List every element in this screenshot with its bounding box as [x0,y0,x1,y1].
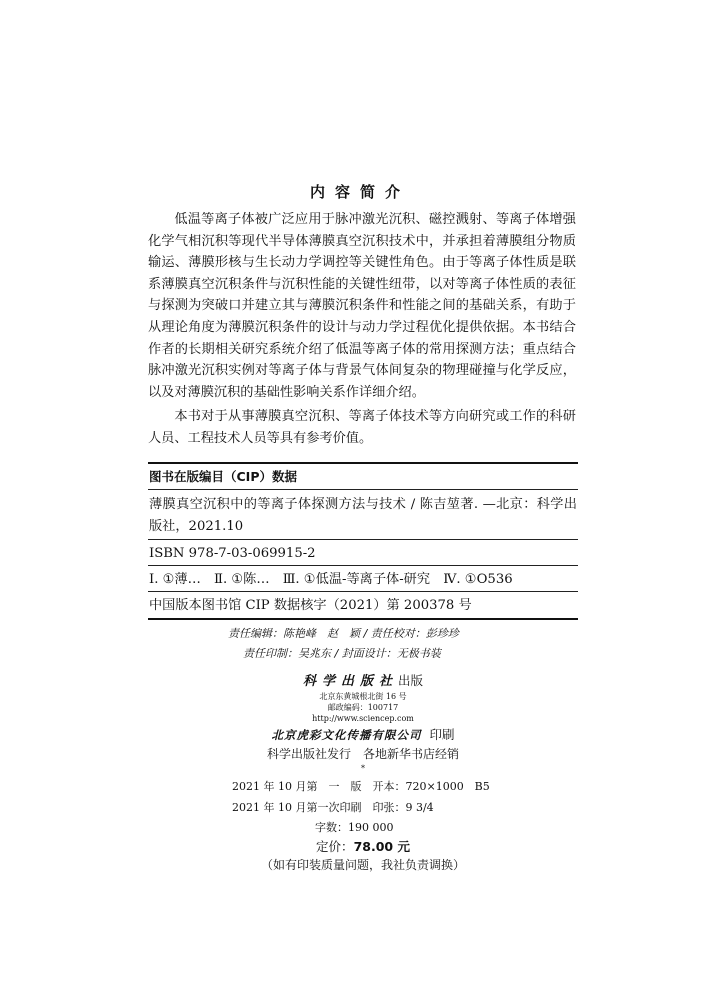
cip-classification-rule [148,591,578,592]
separator-mark: * [361,764,365,773]
summary-paragraph-2: 本书对于从事薄膜真空沉积、等离子体技术等方向研究或工作的科研人员、工程技术人员等具有参考价值。 [148,409,576,446]
summary-title: 内容简介 [309,183,410,201]
credits-editors: 责任编辑：陈艳峰 赵 颖 / 责任校对：彭珍珍 [228,627,459,640]
cip-isbn: ISBN 978-7-03-069915-2 [149,546,316,561]
publisher-name: 科学出版社 [302,674,398,689]
edition-word-count: 字数：190 000 [315,821,394,834]
price-label: 定价： [316,839,354,854]
cip-header: 图书在版编目（CIP）数据 [149,469,297,484]
printer-name: 北京虎彩文化传播有限公司 [271,728,422,742]
edition-line-1: 2021 年 10 月第 一 版 开本：720×1000 B5 [232,780,490,793]
edition-line-2: 2021 年 10 月第一次印刷 印张：9 3/4 [232,801,434,814]
distribution-line: 科学出版社发行 各地新华书店经销 [266,747,459,761]
quality-note: （如有印装质量问题，我社负责调换） [260,858,465,872]
publisher-url: http://www.sciencep.com [312,714,414,723]
summary-paragraph-1: 低温等离子体被广泛应用于脉冲激光沉积、磁控溅射、等离子体增强化学气相沉积等现代半导体薄膜真空沉积技术中，并承担着薄膜组分物质输运、薄膜形核与生长动力学调控等关键性角色。由于等离子体性质是联系薄膜真空沉积条件与沉积性能的关键性纽带，以对等离子体性质的表征与探测为突破口并建立其与薄膜沉积条件和性能之间的基础关系，有助于从理论角度为薄膜沉积条件的设计与动力学过程优化提供依据。本书结合作者的长期相关研究系统介绍了低温等离子体的常用探测方法；重点结合脉冲激光沉积实例对等离子体与背景气体间复杂的物理碰撞与化学反应，以及对薄膜沉积的基础性影响关系作详细介绍。 [148,212,576,400]
cip-bottom-rule [148,618,578,620]
publisher-line [148,670,578,689]
cip-isbn-rule [148,565,578,566]
cip-record: 中国版本图书馆 CIP 数据核字（2021）第 200378 号 [149,598,472,613]
cip-title-rule [148,539,578,540]
cip-classification: Ⅰ. ①薄… Ⅱ. ①陈… Ⅲ. ①低温-等离子体-研究 Ⅳ. ①O536 [149,572,513,587]
price-value: 78.00 元 [353,839,410,854]
price-line [148,837,578,855]
publisher-suffix: 出版 [398,673,424,688]
summary-body [148,209,576,450]
publisher-postcode: 邮政编码：100717 [327,703,399,712]
publisher-address: 北京东黄城根北街 16 号 [319,692,407,701]
cip-header-rule [148,489,578,490]
credits-production: 责任印制：吴兆东 / 封面设计：无极书装 [243,647,441,660]
cip-title-line: 薄膜真空沉积中的等离子体探测方法与技术 / 陈吉堃著. —北京：科学出版社，2021.10 [149,497,577,534]
printer-line [148,724,578,743]
cip-top-rule [148,462,578,464]
printer-suffix: 印刷 [429,727,455,742]
